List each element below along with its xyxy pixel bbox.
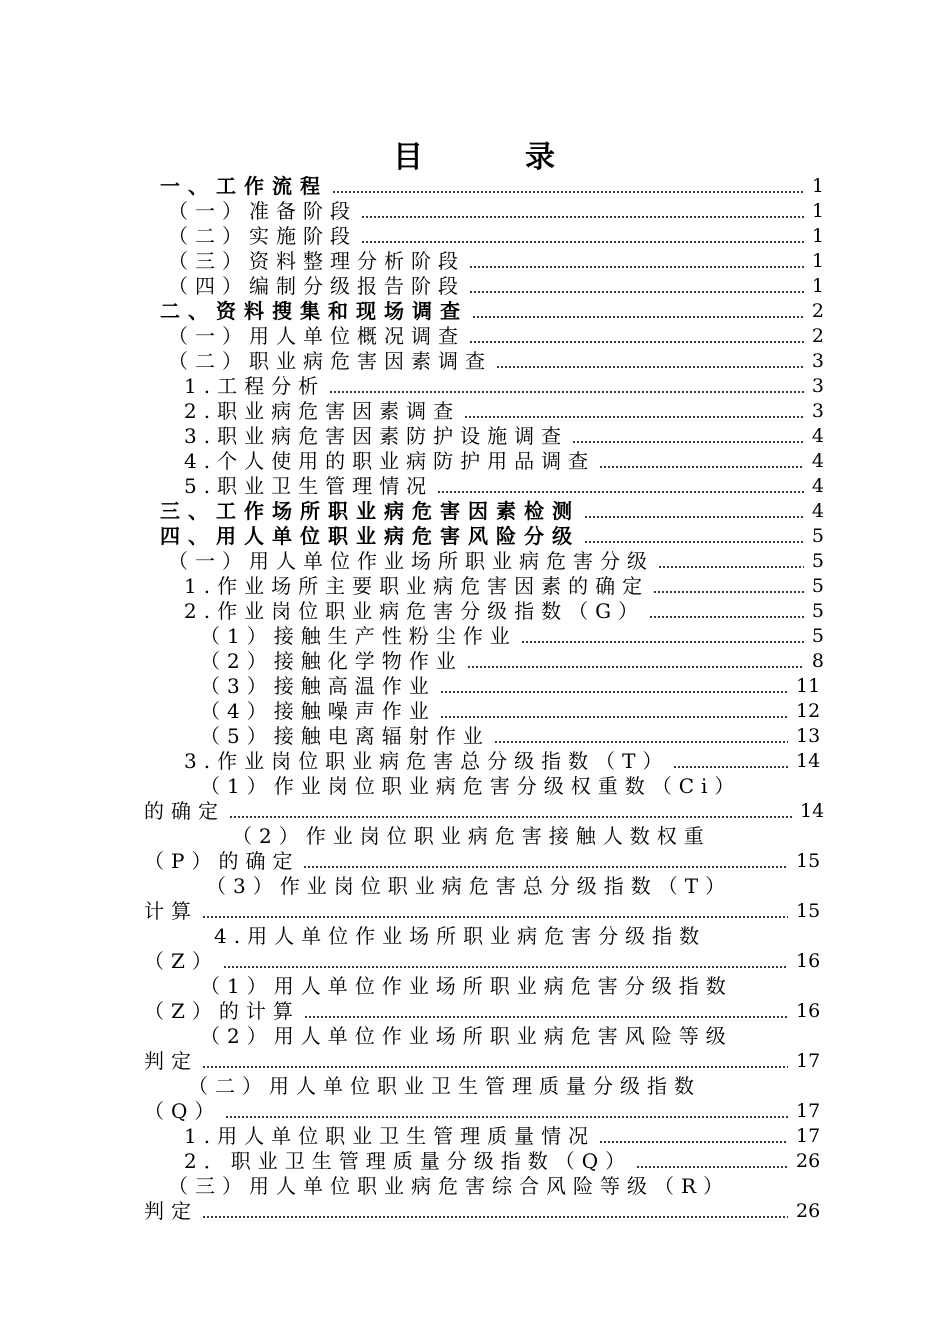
toc-entry[interactable] xyxy=(168,199,824,224)
toc-entry-text: 四、用人单位职业病危害风险分级 xyxy=(160,524,580,548)
toc-entry-text: （Q） xyxy=(144,1099,222,1123)
toc-entry-page: 3 xyxy=(811,375,824,397)
toc-entry-text: （4）接触噪声作业 xyxy=(200,699,436,723)
toc-entry[interactable] xyxy=(184,749,821,774)
dot-leader xyxy=(223,966,788,968)
toc-entry-wrapped-text[interactable]: 4.用人单位作业场所职业病危害分级指数 xyxy=(214,924,707,948)
dot-leader xyxy=(440,716,788,718)
dot-leader xyxy=(584,541,804,543)
dot-leader xyxy=(649,616,804,618)
toc-entry-text: （3）接触高温作业 xyxy=(200,674,436,698)
toc-entry-page: 1 xyxy=(811,275,824,297)
toc-entry-text: 三、工作场所职业病危害因素检测 xyxy=(160,499,580,523)
toc-entry[interactable] xyxy=(160,174,824,199)
dot-leader xyxy=(202,916,788,918)
toc-entry[interactable] xyxy=(168,324,824,349)
toc-entry-page: 1 xyxy=(811,200,824,222)
toc-entry[interactable] xyxy=(184,374,824,399)
toc-entry-page: 26 xyxy=(796,1200,821,1222)
toc-entry-text: 2.职业病危害因素调查 xyxy=(184,399,461,423)
toc-entry[interactable] xyxy=(144,899,821,924)
toc-entry[interactable] xyxy=(160,299,824,324)
toc-entry-text: （三）资料整理分析阶段 xyxy=(168,249,465,273)
toc-entry-page: 14 xyxy=(796,750,821,772)
toc-entry-wrapped-text[interactable]: （1）作业岗位职业病危害分级权重数（Ci） xyxy=(200,774,742,798)
dot-leader xyxy=(496,366,804,368)
toc-entry-page: 1 xyxy=(811,175,824,197)
toc-entry[interactable] xyxy=(168,224,824,249)
toc-entry[interactable] xyxy=(144,949,821,974)
dot-leader xyxy=(440,691,788,693)
dot-leader xyxy=(361,216,804,218)
toc-entry[interactable] xyxy=(168,249,824,274)
toc-entry-text: （Z） xyxy=(144,949,219,973)
toc-entry-page: 5 xyxy=(811,525,824,547)
toc-entry-text: （2）接触化学物作业 xyxy=(200,649,463,673)
toc-entry-page: 13 xyxy=(796,725,821,747)
toc-entry[interactable] xyxy=(200,699,821,724)
toc-entry-text: 2．职业卫生管理质量分级指数（Q） xyxy=(184,1149,633,1173)
dot-leader xyxy=(469,291,804,293)
toc-entry-page: 5 xyxy=(811,550,824,572)
toc-entry[interactable] xyxy=(144,799,825,824)
toc-entry[interactable] xyxy=(160,524,824,549)
dot-leader xyxy=(329,391,804,393)
toc-entry-page: 1 xyxy=(811,250,824,272)
toc-entry[interactable] xyxy=(200,649,824,674)
toc-entry[interactable] xyxy=(184,574,824,599)
toc-entry-page: 11 xyxy=(796,675,821,697)
dot-leader xyxy=(467,666,804,668)
dot-leader xyxy=(437,491,804,493)
toc-entry-page: 1 xyxy=(811,225,824,247)
toc-entry-page: 26 xyxy=(796,1150,821,1172)
toc-entry-text: 2.作业岗位职业病危害分级指数（G） xyxy=(184,599,646,623)
toc-entry-text: （二）职业病危害因素调查 xyxy=(168,349,492,373)
toc-entry-text: （一）准备阶段 xyxy=(168,199,357,223)
toc-entry[interactable] xyxy=(184,1149,821,1174)
dot-leader xyxy=(673,766,788,768)
toc-entry-wrapped-text[interactable]: （三）用人单位职业病危害综合风险等级（R） xyxy=(168,1174,731,1198)
toc-entry-text: 二、资料搜集和现场调查 xyxy=(160,299,468,323)
toc-entry[interactable] xyxy=(160,499,824,524)
toc-entry-text: 4.个人使用的职业病防护用品调查 xyxy=(184,449,596,473)
toc-entry-page: 16 xyxy=(796,950,821,972)
toc-entry-page: 8 xyxy=(811,650,824,672)
toc-entry-text: 1.工程分析 xyxy=(184,374,326,398)
dot-leader xyxy=(303,866,788,868)
toc-entry-wrapped-text[interactable]: （3）作业岗位职业病危害总分级指数（T） xyxy=(206,874,733,898)
toc-entry-page: 17 xyxy=(796,1050,821,1072)
toc-entry-page: 3 xyxy=(811,350,824,372)
toc-entry-text: （一）用人单位作业场所职业病危害分级 xyxy=(168,549,654,573)
toc-entry[interactable] xyxy=(200,724,821,749)
toc-entry-page: 15 xyxy=(796,850,821,872)
toc-entry[interactable] xyxy=(184,449,824,474)
toc-entry[interactable] xyxy=(184,1124,821,1149)
toc-entry-text: 计算 xyxy=(144,899,198,923)
dot-leader xyxy=(332,191,804,193)
dot-leader xyxy=(472,316,804,318)
toc-entry-page: 4 xyxy=(811,475,824,497)
toc-entry[interactable] xyxy=(168,274,824,299)
toc-entry-wrapped-text[interactable]: （二）用人单位职业卫生管理质量分级指数 xyxy=(188,1074,701,1098)
toc-entry-text: 3.职业病危害因素防护设施调查 xyxy=(184,424,569,448)
toc-entry-text: 判定 xyxy=(144,1049,198,1073)
toc-entry-page: 16 xyxy=(796,1000,821,1022)
dot-leader xyxy=(599,466,804,468)
toc-entry[interactable] xyxy=(168,349,824,374)
toc-entry[interactable] xyxy=(184,474,824,499)
dot-leader xyxy=(469,341,804,343)
dot-leader xyxy=(202,1066,788,1068)
toc-entry[interactable] xyxy=(184,424,824,449)
dot-leader xyxy=(636,1166,788,1168)
toc-entry-page: 4 xyxy=(811,450,824,472)
dot-leader xyxy=(494,741,788,743)
toc-entry-page: 2 xyxy=(811,325,824,347)
toc-entry-text: （P）的确定 xyxy=(144,849,300,873)
toc-entry-text: 3.作业岗位职业病危害总分级指数（T） xyxy=(184,749,670,773)
toc-entry-text: （一）用人单位概况调查 xyxy=(168,324,465,348)
toc-entry-page: 5 xyxy=(811,625,824,647)
toc-entry[interactable] xyxy=(200,674,821,699)
toc-entry[interactable] xyxy=(144,1199,821,1224)
toc-title xyxy=(0,132,950,175)
dot-leader xyxy=(361,241,804,243)
toc-entry-wrapped-text[interactable]: （2）作业岗位职业病危害接触人数权重 xyxy=(232,824,711,848)
dot-leader xyxy=(229,816,792,818)
toc-entry-text: （四）编制分级报告阶段 xyxy=(168,274,465,298)
toc-entry-page: 15 xyxy=(796,900,821,922)
toc-entry[interactable] xyxy=(184,599,824,624)
toc-entry-text: 判定 xyxy=(144,1199,198,1223)
dot-leader xyxy=(653,591,804,593)
toc-entry-page: 4 xyxy=(811,500,824,522)
dot-leader xyxy=(521,641,804,643)
toc-entry-text: 5.职业卫生管理情况 xyxy=(184,474,434,498)
toc-entry-text: 一、工作流程 xyxy=(160,174,328,198)
toc-entry-text: （1）接触生产性粉尘作业 xyxy=(200,624,517,648)
toc-entry-text: 1.用人单位职业卫生管理质量情况 xyxy=(184,1124,596,1148)
toc-entry-page: 4 xyxy=(811,425,824,447)
toc-entry-wrapped-text[interactable]: （2）用人单位作业场所职业病危害风险等级 xyxy=(200,1024,733,1048)
toc-entry-text: （5）接触电离辐射作业 xyxy=(200,724,490,748)
toc-entry-wrapped-text[interactable]: （1）用人单位作业场所职业病危害分级指数 xyxy=(200,974,733,998)
toc-title-char-1: 目 xyxy=(393,140,425,175)
dot-leader xyxy=(464,416,804,418)
toc-entry-page: 17 xyxy=(796,1125,821,1147)
toc-entry[interactable] xyxy=(168,549,824,574)
toc-entry-page: 5 xyxy=(811,575,824,597)
dot-leader xyxy=(469,266,804,268)
toc-entry-text: （Z）的计算 xyxy=(144,999,300,1023)
dot-leader xyxy=(225,1116,788,1118)
toc-entry-page: 12 xyxy=(796,700,821,722)
dot-leader xyxy=(202,1216,788,1218)
toc-entry[interactable] xyxy=(144,849,821,874)
dot-leader xyxy=(584,516,804,518)
toc-entry-page: 14 xyxy=(800,800,825,822)
dot-leader xyxy=(304,1016,788,1018)
toc-entry-text: （二）实施阶段 xyxy=(168,224,357,248)
toc-entry[interactable] xyxy=(144,1049,821,1074)
toc-entry-page: 17 xyxy=(796,1100,821,1122)
toc-entry-text: 1.作业场所主要职业病危害因素的确定 xyxy=(184,574,650,598)
toc-entry-text: 的确定 xyxy=(144,799,225,823)
dot-leader xyxy=(658,566,804,568)
toc-entry[interactable] xyxy=(184,399,824,424)
toc-entry-page: 3 xyxy=(811,400,824,422)
toc-entry-page: 5 xyxy=(811,600,824,622)
dot-leader xyxy=(572,441,804,443)
toc-entry-page: 2 xyxy=(811,300,824,322)
toc-entry[interactable] xyxy=(200,624,824,649)
dot-leader xyxy=(599,1141,788,1143)
toc-title-char-2: 录 xyxy=(525,140,557,175)
toc-entry[interactable] xyxy=(144,999,821,1024)
toc-entry[interactable] xyxy=(144,1099,821,1124)
